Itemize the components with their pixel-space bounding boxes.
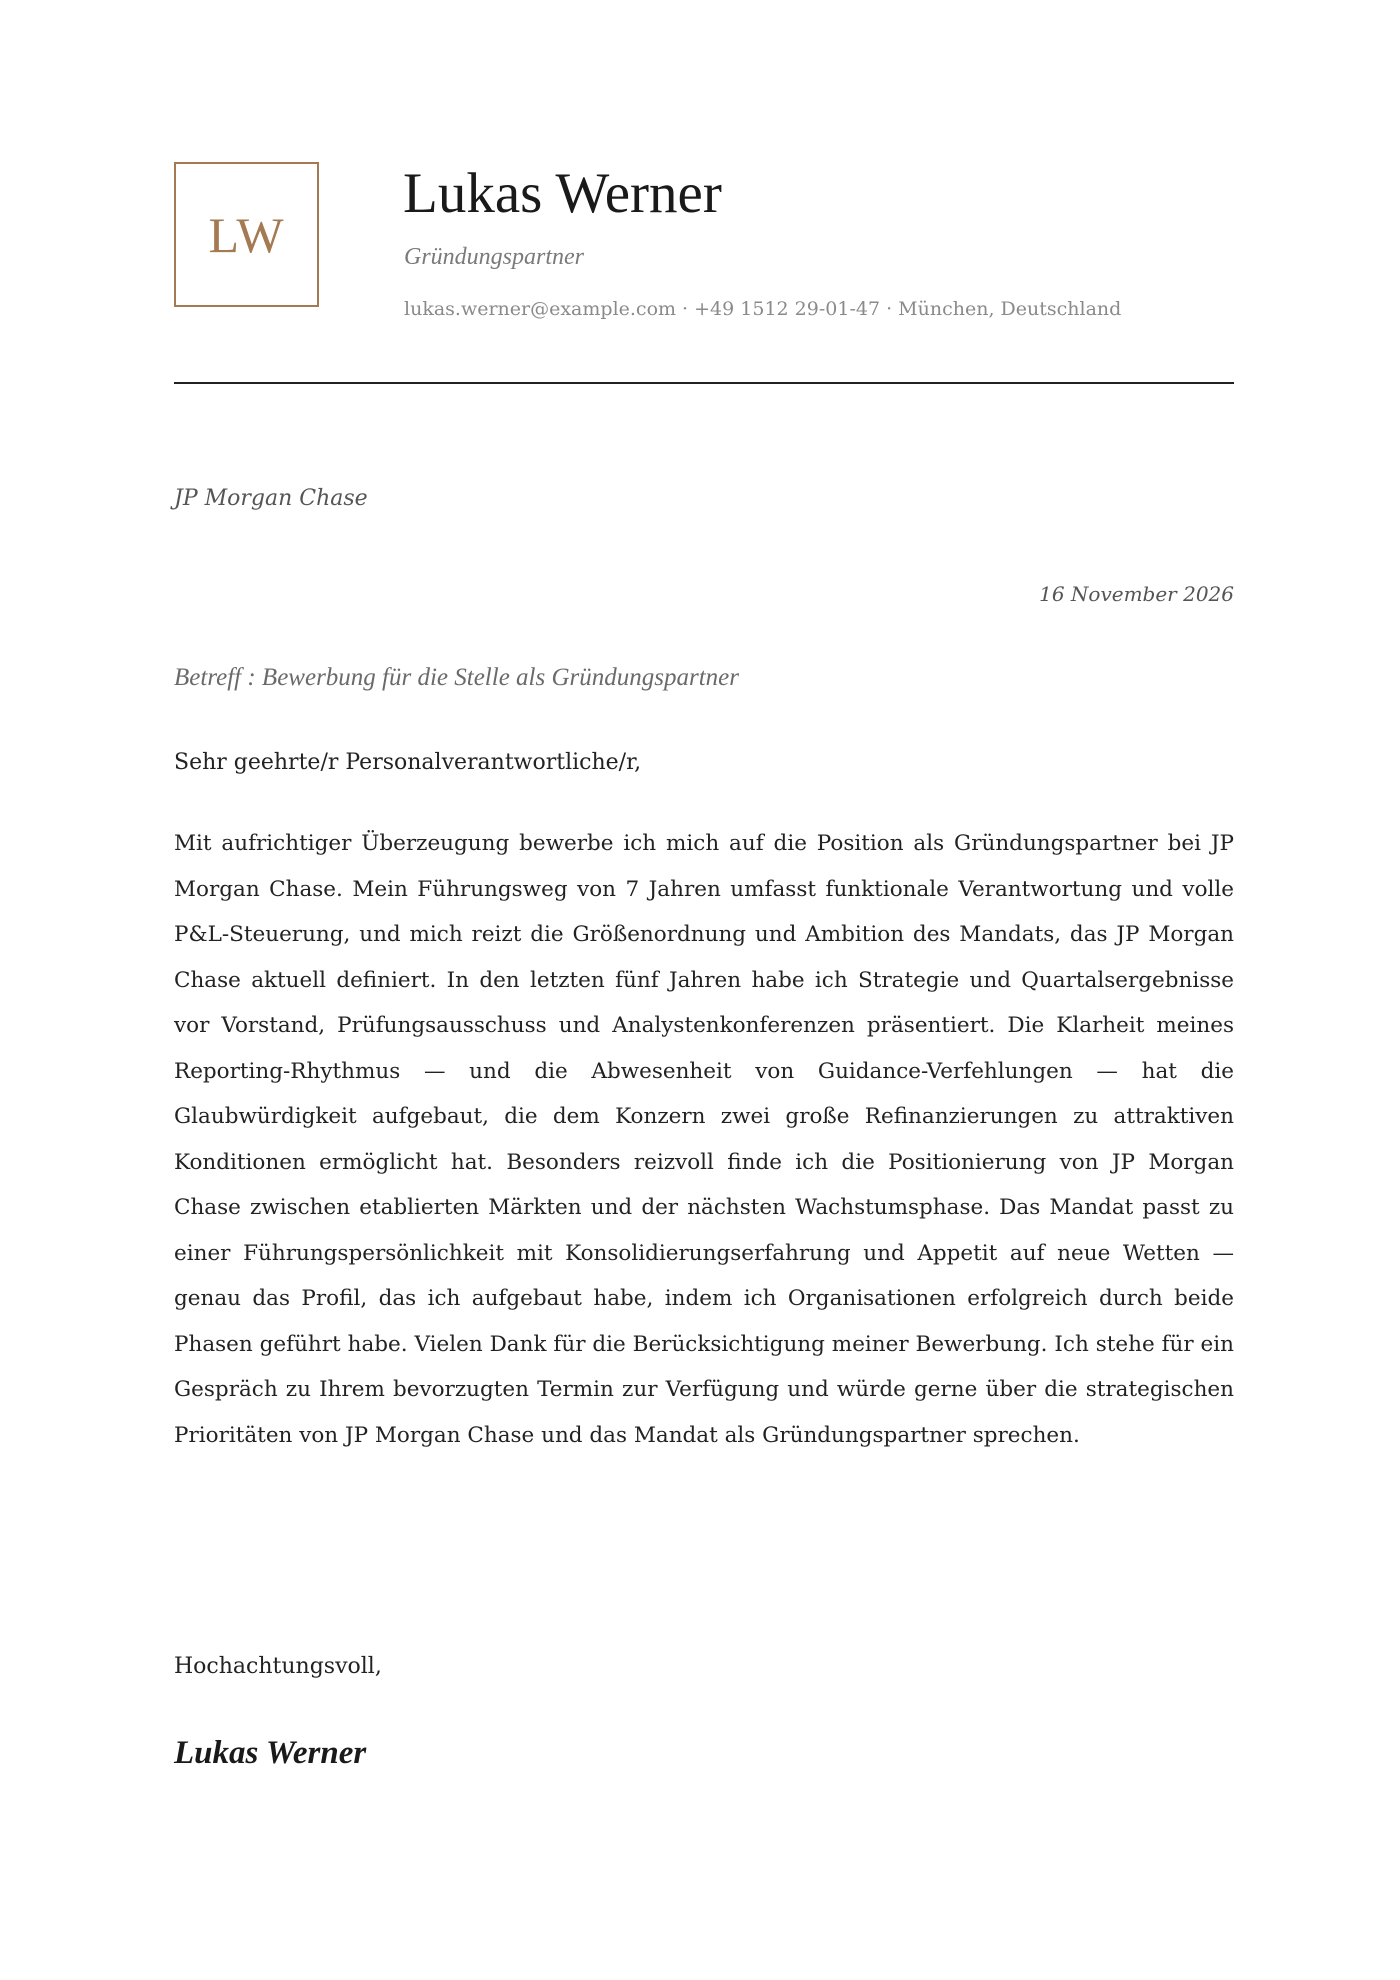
monogram-logo [174, 162, 319, 307]
letter-date: 16 November 2026 [1039, 582, 1234, 606]
monogram-initials: LW [208, 206, 285, 263]
sender-contact-line: lukas.werner@example.com · +49 1512 29-01-47 · München, Deutschland [404, 298, 1122, 320]
sender-role: Gründungspartner [404, 244, 585, 270]
header-divider [174, 382, 1234, 384]
sender-name: Lukas Werner [403, 162, 722, 225]
letter-closing: Hochachtungsvoll, [174, 1654, 382, 1679]
letter-subject: Betreff : Bewerbung für die Stelle als Gründungspartner [174, 664, 739, 691]
signature: Lukas Werner [174, 1735, 367, 1771]
letter-salutation: Sehr geehrte/r Personalverantwortliche/r, [174, 750, 642, 775]
recipient-company: JP Morgan Chase [174, 486, 368, 511]
letter-body: Mit aufrichtiger Überzeugung bewerbe ich mich auf die Position als Gründungspartner bei JP Morgan Chase. Mein Führungsweg von 7 Jahren umfasst funktionale Verantwortung und volle P&L-Steuerung, und mich reizt die Größenordnung und Ambition des Mandats, das JP Morgan Chase aktuell definiert. In den letzten fünf Jahren habe ich Strategie und Quartalsergebnisse vor Vorstand, Prüfungsausschuss und Analystenkonferenzen präsentiert. Die Klarheit meines Reporting-Rhythmus — und die Abwesenheit von Guidance-Verfehlungen — hat die Glaubwürdigkeit aufgebaut, die dem Konzern zwei große Refinanzierungen zu attraktiven Konditionen ermöglicht hat. Besonders reizvoll finde ich die Positionierung von JP Morgan Chase zwischen etablierten Märkten und der nächsten Wachstumsphase. Das Mandat passt zu einer Führungspersönlichkeit mit Konsolidierungserfahrung und Appetit auf neue Wetten — genau das Profil, das ich aufgebaut habe, indem ich Organisationen erfolgreich durch beide Phasen geführt habe. Vielen Dank für die Berücksichtigung meiner Bewerbung. Ich stehe für ein Gespräch zu Ihrem bevorzugten Termin zur Verfügung und würde gerne über die strategischen Prioritäten von JP Morgan Chase und das Mandat als Gründungspartner sprechen. [174, 831, 1234, 1448]
